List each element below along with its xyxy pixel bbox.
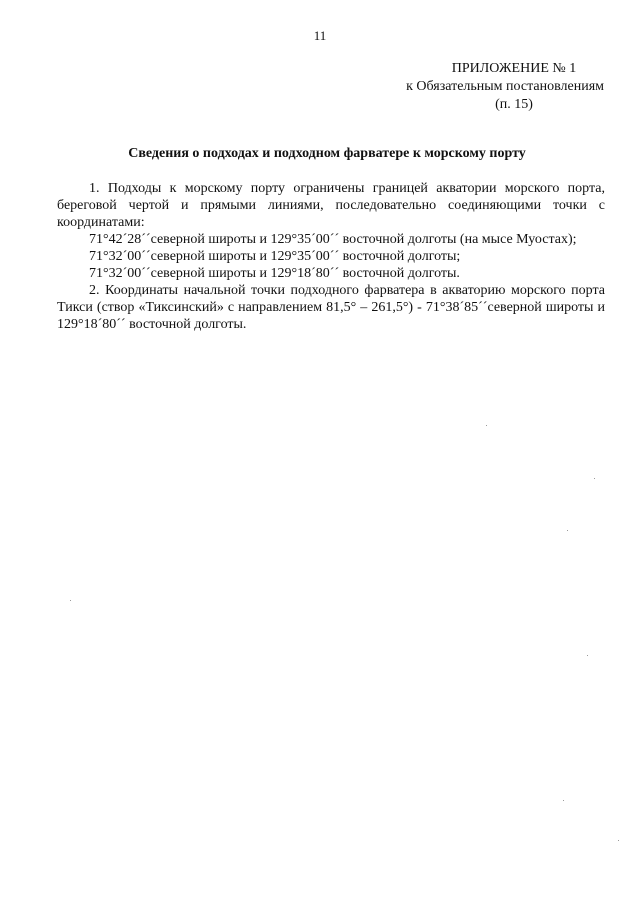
document-title: Сведения о подходах и подходном фарватере к морскому порту	[128, 146, 526, 161]
scan-speck	[618, 840, 619, 841]
coordinate-line-2: 71°32´00´´северной широты и 129°35´00´´ восточной долготы;	[89, 249, 461, 264]
appendix-header	[344, 60, 604, 114]
scan-speck	[587, 655, 588, 656]
appendix-reference: (п. 15)	[495, 97, 533, 112]
scan-speck	[486, 425, 487, 426]
scan-speck	[563, 800, 564, 801]
paragraph-2: 2. Координаты начальной точки подходного фарватера в акваторию морского порта Тикси (створ «Тиксинский» с направлением 81,5° – 261,5°) - 71°38´85´´северной широты и 129°18´80´´ восточной долготы.	[57, 283, 605, 332]
appendix-subtitle: к Обязательным постановлениям	[406, 79, 604, 94]
paragraph-1: 1. Подходы к морскому порту ограничены границей акватории морского порта, береговой чертой и прямыми линиями, последовательно соединяющими точки с координатами:	[57, 181, 605, 230]
page-number: 11	[313, 28, 327, 43]
coordinate-line-3: 71°32´00´´северной широты и 129°18´80´´ восточной долготы.	[89, 266, 460, 281]
scan-speck	[70, 600, 71, 601]
coordinate-line-1: 71°42´28´´северной широты и 129°35´00´´ восточной долготы (на мысе Муостах);	[89, 232, 577, 247]
appendix-title: ПРИЛОЖЕНИЕ № 1	[451, 61, 577, 76]
scan-speck	[594, 478, 595, 479]
scan-speck	[567, 530, 568, 531]
document-body	[57, 180, 605, 333]
